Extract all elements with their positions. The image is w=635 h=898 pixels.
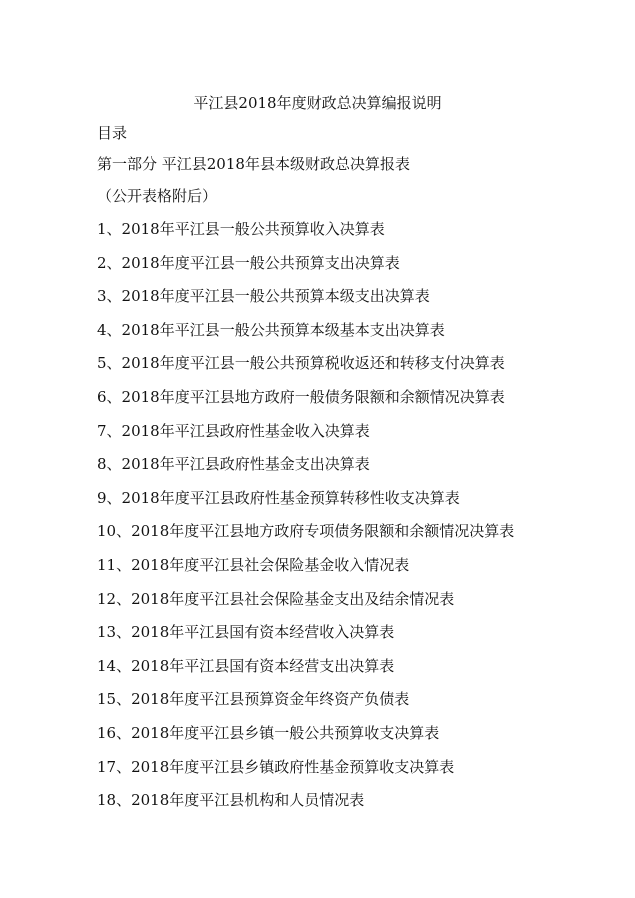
report-list-item: 2、2018年度平江县一般公共预算支出决算表 [97, 253, 400, 272]
report-list-item: 12、2018年度平江县社会保险基金支出及结余情况表 [97, 589, 455, 608]
report-list-item: 9、2018年度平江县政府性基金预算转移性收支决算表 [97, 488, 460, 507]
report-list-item: 5、2018年度平江县一般公共预算税收返还和转移支付决算表 [97, 354, 505, 373]
report-list-item: 17、2018年度平江县乡镇政府性基金预算收支决算表 [97, 757, 455, 776]
report-list-item: 16、2018年度平江县乡镇一般公共预算收支决算表 [97, 723, 440, 742]
report-list-item: 13、2018年平江县国有资本经营收入决算表 [97, 623, 395, 642]
document-title: 平江县2018年度财政总决算编报说明 [193, 94, 442, 112]
report-list-item: 11、2018年度平江县社会保险基金收入情况表 [97, 555, 410, 574]
report-list-item: 1、2018年平江县一般公共预算收入决算表 [97, 220, 385, 238]
report-list-item: 4、2018年平江县一般公共预算本级基本支出决算表 [97, 320, 445, 339]
report-list-item: 15、2018年度平江县预算资金年终资产负债表 [97, 690, 410, 709]
toc-heading: 目录 [97, 124, 128, 142]
report-list-item: 6、2018年度平江县地方政府一般债务限额和余额情况决算表 [97, 387, 505, 406]
report-list-item: 18、2018年度平江县机构和人员情况表 [97, 791, 365, 810]
part-one-heading: 第一部分 平江县2018年县本级财政总决算报表 [97, 155, 410, 173]
report-list-item: 14、2018年平江县国有资本经营支出决算表 [97, 656, 395, 675]
report-list-item: 7、2018年平江县政府性基金收入决算表 [97, 421, 370, 440]
report-list-item: 10、2018年度平江县地方政府专项债务限额和余额情况决算表 [97, 522, 515, 541]
report-list-item: 8、2018年平江县政府性基金支出决算表 [97, 455, 370, 474]
report-list [97, 219, 514, 824]
report-list-item: 3、2018年度平江县一般公共预算本级支出决算表 [97, 287, 430, 306]
attached-note: （公开表格附后） [97, 187, 218, 205]
